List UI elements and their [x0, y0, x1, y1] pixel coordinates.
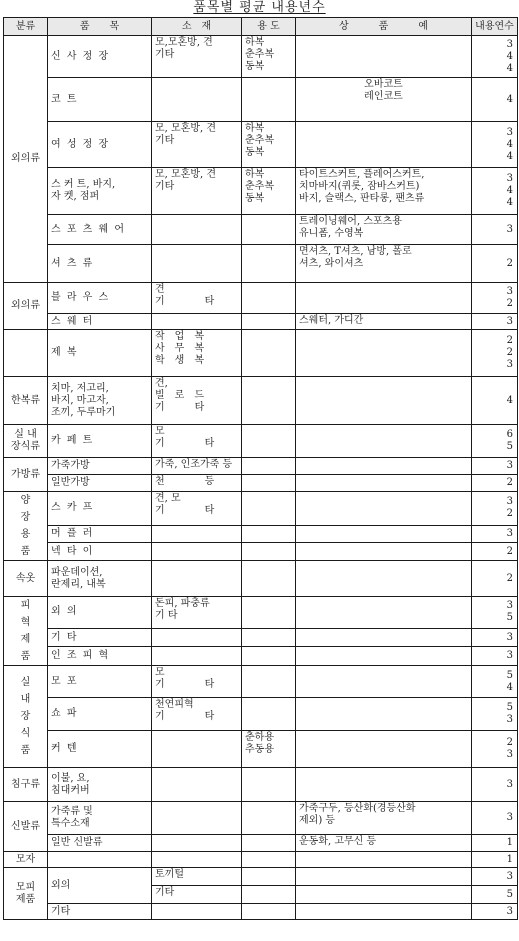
use-cell: [242, 666, 296, 698]
example-cell: 가죽구두, 등산화(경등산화 제외) 등: [296, 802, 472, 835]
item-cell: 이불, 요, 침대커버: [48, 768, 152, 802]
example-cell: 스웨터, 가디간: [296, 314, 472, 330]
example-cell: [296, 904, 472, 920]
example-cell: [296, 886, 472, 904]
material-cell: [152, 835, 242, 852]
item-cell: 가죽류 및 특수소재: [48, 802, 152, 835]
material-cell: 모, 모혼방, 견 기타: [152, 122, 242, 168]
years-cell: 3 5: [472, 597, 518, 629]
use-cell: 하복 춘추복 동복: [242, 168, 296, 215]
use-cell: [242, 475, 296, 492]
item-cell: 스 커 트, 바지, 자 켓, 점퍼: [48, 168, 152, 215]
example-cell: [296, 647, 472, 666]
material-cell: 천연피혁 기 타: [152, 698, 242, 731]
material-cell: [152, 543, 242, 561]
example-cell: [296, 330, 472, 377]
use-cell: [242, 628, 296, 647]
item-cell: 외의: [48, 868, 152, 904]
example-cell: [296, 628, 472, 647]
durability-table: [3, 17, 518, 920]
table-row: [4, 802, 518, 835]
material-cell: [152, 561, 242, 597]
table-row: [4, 245, 518, 283]
years-cell: 1: [472, 852, 518, 868]
years-cell: 3 4 4: [472, 168, 518, 215]
category-cell: [4, 666, 48, 768]
table-row: [4, 852, 518, 868]
years-cell: 5: [472, 886, 518, 904]
category-label: 실 내 장 식 품: [20, 677, 31, 756]
years-cell: 3: [472, 802, 518, 835]
example-cell: [296, 561, 472, 597]
category-label: 양 장 용 품: [20, 495, 31, 557]
use-cell: [242, 458, 296, 475]
item-cell: 모 포: [48, 666, 152, 698]
material-cell: 토끼털: [152, 868, 242, 886]
table-row: [4, 628, 518, 647]
years-cell: 3: [472, 458, 518, 475]
example-cell: [296, 458, 472, 475]
table-row: [4, 377, 518, 425]
use-cell: [242, 330, 296, 377]
years-cell: 3: [472, 314, 518, 330]
example-cell: 타이트스커트, 플레어스커트, 치마바지(퀴롯, 잠바스커트) 바지, 슬랙스, 판타롱, 팬츠류: [296, 168, 472, 215]
years-cell: 3 2: [472, 492, 518, 526]
example-cell: [296, 36, 472, 78]
category-cell: 속옷: [4, 561, 48, 597]
use-cell: [242, 904, 296, 920]
material-cell: 견, 빌 로 드 기 타: [152, 377, 242, 425]
table-row: [4, 597, 518, 629]
header-row: [4, 18, 518, 36]
header-years: 내용연수: [472, 18, 518, 36]
example-cell: [296, 666, 472, 698]
item-cell: 카 페 트: [48, 425, 152, 458]
material-cell: 가죽, 인조가죽 등: [152, 458, 242, 475]
material-cell: 견 기 타: [152, 283, 242, 314]
item-cell: 셔 츠 류: [48, 245, 152, 283]
material-cell: [152, 628, 242, 647]
item-cell: 스 포 츠 웨 어: [48, 215, 152, 245]
table-row: [4, 525, 518, 543]
example-cell: [296, 597, 472, 629]
example-cell: [296, 283, 472, 314]
example-cell: [296, 852, 472, 868]
years-cell: 3: [472, 868, 518, 886]
years-cell: 1: [472, 835, 518, 852]
category-label: 피 혁 제 품: [20, 600, 31, 662]
item-cell: 일반 신발류: [48, 835, 152, 852]
item-cell: 쇼 파: [48, 698, 152, 731]
table-row: [4, 835, 518, 852]
years-cell: 2 2 3: [472, 330, 518, 377]
use-cell: [242, 215, 296, 245]
material-cell: 모 기 타: [152, 425, 242, 458]
table-row: [4, 36, 518, 78]
table-row: [4, 904, 518, 920]
material-cell: [152, 78, 242, 122]
category-cell: 한복류: [4, 377, 48, 425]
use-cell: [242, 543, 296, 561]
material-cell: 작 업 복 사 무 복 학 생 복: [152, 330, 242, 377]
years-cell: 3: [472, 628, 518, 647]
years-cell: 2: [472, 543, 518, 561]
table-row: [4, 78, 518, 122]
item-cell: 코 트: [48, 78, 152, 122]
item-cell: 제 복: [48, 330, 152, 377]
table-row: [4, 168, 518, 215]
use-cell: [242, 314, 296, 330]
years-cell: 2 3: [472, 731, 518, 768]
material-cell: [152, 647, 242, 666]
use-cell: [242, 868, 296, 886]
example-cell: [296, 475, 472, 492]
example-cell: 트레이닝웨어, 스포츠용 유니폼, 수영복: [296, 215, 472, 245]
material-cell: 견, 모 기 타: [152, 492, 242, 526]
category-cell: [4, 330, 48, 377]
category-cell: 침구류: [4, 768, 48, 802]
category-cell: 모피 제품: [4, 868, 48, 920]
item-cell: 신 사 정 장: [48, 36, 152, 78]
table-row: [4, 330, 518, 377]
material-cell: [152, 525, 242, 543]
years-cell: 3: [472, 904, 518, 920]
material-cell: 모, 모혼방, 견 기타: [152, 168, 242, 215]
years-cell: 4: [472, 78, 518, 122]
item-cell: 넥 타 이: [48, 543, 152, 561]
header-use: 용 도: [242, 18, 296, 36]
use-cell: [242, 425, 296, 458]
use-cell: [242, 768, 296, 802]
years-cell: 5 4: [472, 666, 518, 698]
material-cell: 천 등: [152, 475, 242, 492]
example-cell: [296, 543, 472, 561]
years-cell: 3: [472, 647, 518, 666]
item-cell: 파운데이션, 란제리, 내복: [48, 561, 152, 597]
table-row: [4, 122, 518, 168]
years-cell: 3 2: [472, 283, 518, 314]
table-row: [4, 475, 518, 492]
category-cell: 실 내 장식류: [4, 425, 48, 458]
item-cell: 머 플 러: [48, 525, 152, 543]
years-cell: 3 4 4: [472, 122, 518, 168]
header-examples: 상 품 예: [296, 18, 472, 36]
category-cell: 외의류: [4, 283, 48, 330]
item-cell: 여 성 정 장: [48, 122, 152, 168]
example-cell: [296, 377, 472, 425]
material-cell: [152, 731, 242, 768]
table-row: [4, 543, 518, 561]
category-cell: 신발류: [4, 802, 48, 852]
years-cell: 3: [472, 525, 518, 543]
category-cell: 모자: [4, 852, 48, 868]
example-cell: [296, 698, 472, 731]
example-cell: [296, 868, 472, 886]
table-row: [4, 215, 518, 245]
example-cell: 면셔츠, T셔츠, 남방, 폴로 셔츠, 와이셔츠: [296, 245, 472, 283]
table-row: [4, 314, 518, 330]
category-cell: 외의류: [4, 36, 48, 283]
table-row: [4, 731, 518, 768]
use-cell: [242, 647, 296, 666]
material-cell: 기타: [152, 886, 242, 904]
page-title: 품목별 평균 내용년수: [193, 0, 326, 15]
item-cell: 치마, 저고리, 바지, 마고자, 조끼, 두루마기: [48, 377, 152, 425]
item-cell: 일반가방: [48, 475, 152, 492]
header-category: 분류: [4, 18, 48, 36]
table-row: [4, 492, 518, 526]
use-cell: 하복 춘추복 동복: [242, 122, 296, 168]
table-row: [4, 768, 518, 802]
use-cell: [242, 886, 296, 904]
years-cell: 6 5: [472, 425, 518, 458]
table-row: [4, 425, 518, 458]
use-cell: [242, 835, 296, 852]
material-cell: [152, 802, 242, 835]
years-cell: 4: [472, 377, 518, 425]
header-material: 소 재: [152, 18, 242, 36]
header-item: 품 목: [48, 18, 152, 36]
example-cell: 오바코트 레인코트: [296, 78, 472, 122]
item-cell: 스 카 프: [48, 492, 152, 526]
category-cell: [4, 597, 48, 666]
table-row: [4, 283, 518, 314]
material-cell: [152, 314, 242, 330]
use-cell: [242, 561, 296, 597]
material-cell: 모,모혼방, 견 기타: [152, 36, 242, 78]
material-cell: 돈피, 파충류 기 타: [152, 597, 242, 629]
use-cell: [242, 852, 296, 868]
example-cell: [296, 731, 472, 768]
item-cell: 기 타: [48, 628, 152, 647]
example-cell: [296, 525, 472, 543]
item-cell: 가죽가방: [48, 458, 152, 475]
material-cell: [152, 904, 242, 920]
use-cell: [242, 802, 296, 835]
item-cell: [48, 852, 152, 868]
use-cell: 하복 춘추복 동복: [242, 36, 296, 78]
item-cell: 기타: [48, 904, 152, 920]
item-cell: 스 웨 터: [48, 314, 152, 330]
use-cell: [242, 698, 296, 731]
years-cell: 3: [472, 215, 518, 245]
use-cell: [242, 78, 296, 122]
table-row: [4, 698, 518, 731]
years-cell: 2: [472, 475, 518, 492]
material-cell: [152, 215, 242, 245]
item-cell: 커 텐: [48, 731, 152, 768]
table-row: [4, 647, 518, 666]
table-row: [4, 868, 518, 886]
years-cell: 2: [472, 561, 518, 597]
material-cell: 모 기 타: [152, 666, 242, 698]
use-cell: [242, 377, 296, 425]
example-cell: [296, 122, 472, 168]
material-cell: [152, 852, 242, 868]
use-cell: [242, 283, 296, 314]
item-cell: 외 의: [48, 597, 152, 629]
years-cell: 3 4 4: [472, 36, 518, 78]
use-cell: [242, 525, 296, 543]
years-cell: 5 3: [472, 698, 518, 731]
example-cell: [296, 768, 472, 802]
table-row: [4, 458, 518, 475]
category-cell: 가방류: [4, 458, 48, 492]
use-cell: [242, 492, 296, 526]
material-cell: [152, 768, 242, 802]
example-cell: 운동화, 고무신 등: [296, 835, 472, 852]
item-cell: 블 라 우 스: [48, 283, 152, 314]
table-row: [4, 561, 518, 597]
example-cell: [296, 425, 472, 458]
category-cell: [4, 492, 48, 561]
use-cell: 춘하용 추동용: [242, 731, 296, 768]
use-cell: [242, 245, 296, 283]
table-row: [4, 666, 518, 698]
years-cell: 3: [472, 768, 518, 802]
years-cell: 2: [472, 245, 518, 283]
use-cell: [242, 597, 296, 629]
item-cell: 인 조 피 혁: [48, 647, 152, 666]
example-cell: [296, 492, 472, 526]
material-cell: [152, 245, 242, 283]
